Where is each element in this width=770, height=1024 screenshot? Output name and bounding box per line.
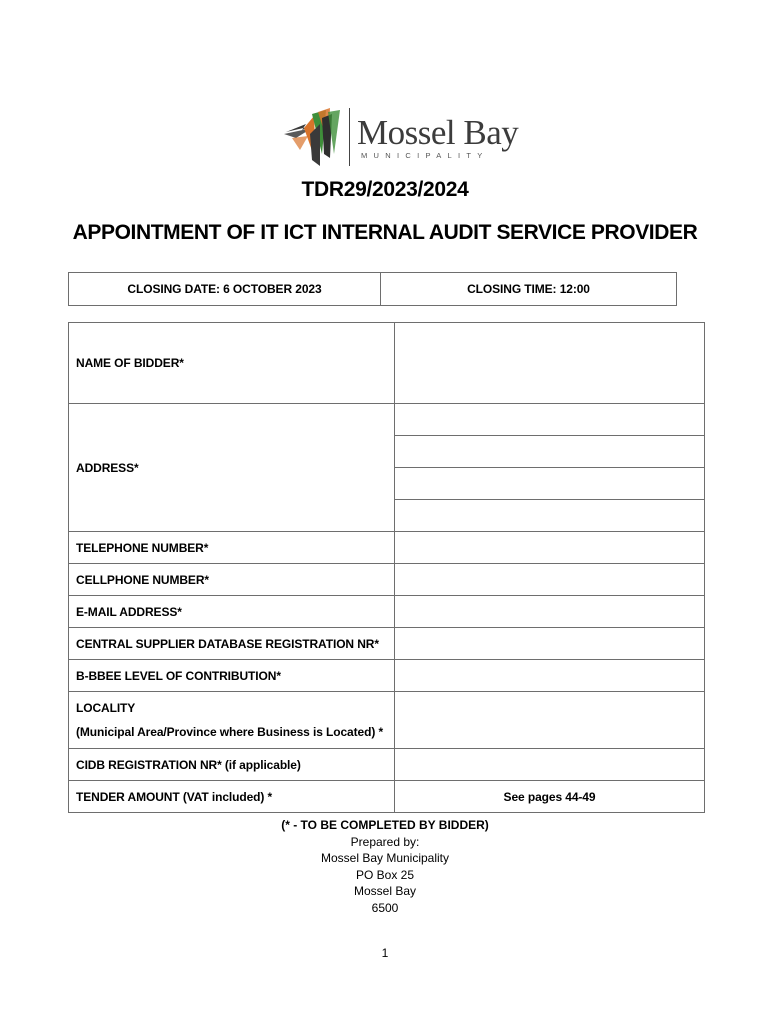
locality-label bbox=[69, 692, 395, 749]
tender-amount-value: See pages 44-49 bbox=[395, 781, 705, 813]
completion-note: (* - TO BE COMPLETED BY BIDDER) bbox=[281, 818, 489, 832]
footer-block bbox=[0, 817, 770, 917]
logo-name: Mossel Bay bbox=[357, 113, 519, 152]
cellphone-label: CELLPHONE NUMBER* bbox=[69, 564, 395, 596]
po-box: PO Box 25 bbox=[355, 867, 415, 882]
page-number: 1 bbox=[381, 946, 389, 960]
email-field[interactable] bbox=[395, 596, 705, 628]
bbbee-field[interactable] bbox=[395, 660, 705, 692]
locality-subtitle: (Municipal Area/Province where Business is Located) * bbox=[76, 725, 384, 739]
address-line-3-field[interactable] bbox=[395, 468, 705, 500]
cellphone-field[interactable] bbox=[395, 564, 705, 596]
address-label: ADDRESS* bbox=[69, 404, 395, 532]
closing-table bbox=[68, 272, 677, 306]
prepared-by: Prepared by: bbox=[350, 834, 420, 849]
telephone-label: TELEPHONE NUMBER* bbox=[69, 532, 395, 564]
address-line-1-field[interactable] bbox=[395, 404, 705, 436]
locality-title: LOCALITY bbox=[76, 701, 136, 715]
csd-label: CENTRAL SUPPLIER DATABASE REGISTRATION NR* bbox=[69, 628, 395, 660]
cidb-label: CIDB REGISTRATION NR* (if applicable) bbox=[69, 749, 395, 781]
logo-subtitle: MUNICIPALITY bbox=[361, 151, 489, 160]
bidder-details-table bbox=[68, 322, 705, 813]
csd-field[interactable] bbox=[395, 628, 705, 660]
bbbee-label: B-BBEE LEVEL OF CONTRIBUTION* bbox=[69, 660, 395, 692]
tender-amount-label: TENDER AMOUNT (VAT included) * bbox=[69, 781, 395, 813]
email-label: E-MAIL ADDRESS* bbox=[69, 596, 395, 628]
address-line-4-field[interactable] bbox=[395, 500, 705, 532]
prepared-org: Mossel Bay Municipality bbox=[320, 851, 450, 866]
telephone-field[interactable] bbox=[395, 532, 705, 564]
document-title: APPOINTMENT OF IT ICT INTERNAL AUDIT SERVICE PROVIDER bbox=[72, 221, 698, 244]
sails-logo-icon bbox=[282, 104, 348, 170]
municipality-logo bbox=[282, 104, 519, 170]
name-of-bidder-label: NAME OF BIDDER* bbox=[69, 323, 395, 404]
town: Mossel Bay bbox=[353, 884, 417, 899]
postal-code: 6500 bbox=[371, 900, 399, 915]
cidb-field[interactable] bbox=[395, 749, 705, 781]
tender-number: TDR29/2023/2024 bbox=[301, 178, 469, 201]
address-line-2-field[interactable] bbox=[395, 436, 705, 468]
name-of-bidder-field[interactable] bbox=[395, 323, 705, 404]
closing-date: CLOSING DATE: 6 OCTOBER 2023 bbox=[69, 273, 381, 306]
logo-divider bbox=[349, 108, 350, 166]
closing-time: CLOSING TIME: 12:00 bbox=[381, 273, 677, 306]
locality-field[interactable] bbox=[395, 692, 705, 749]
